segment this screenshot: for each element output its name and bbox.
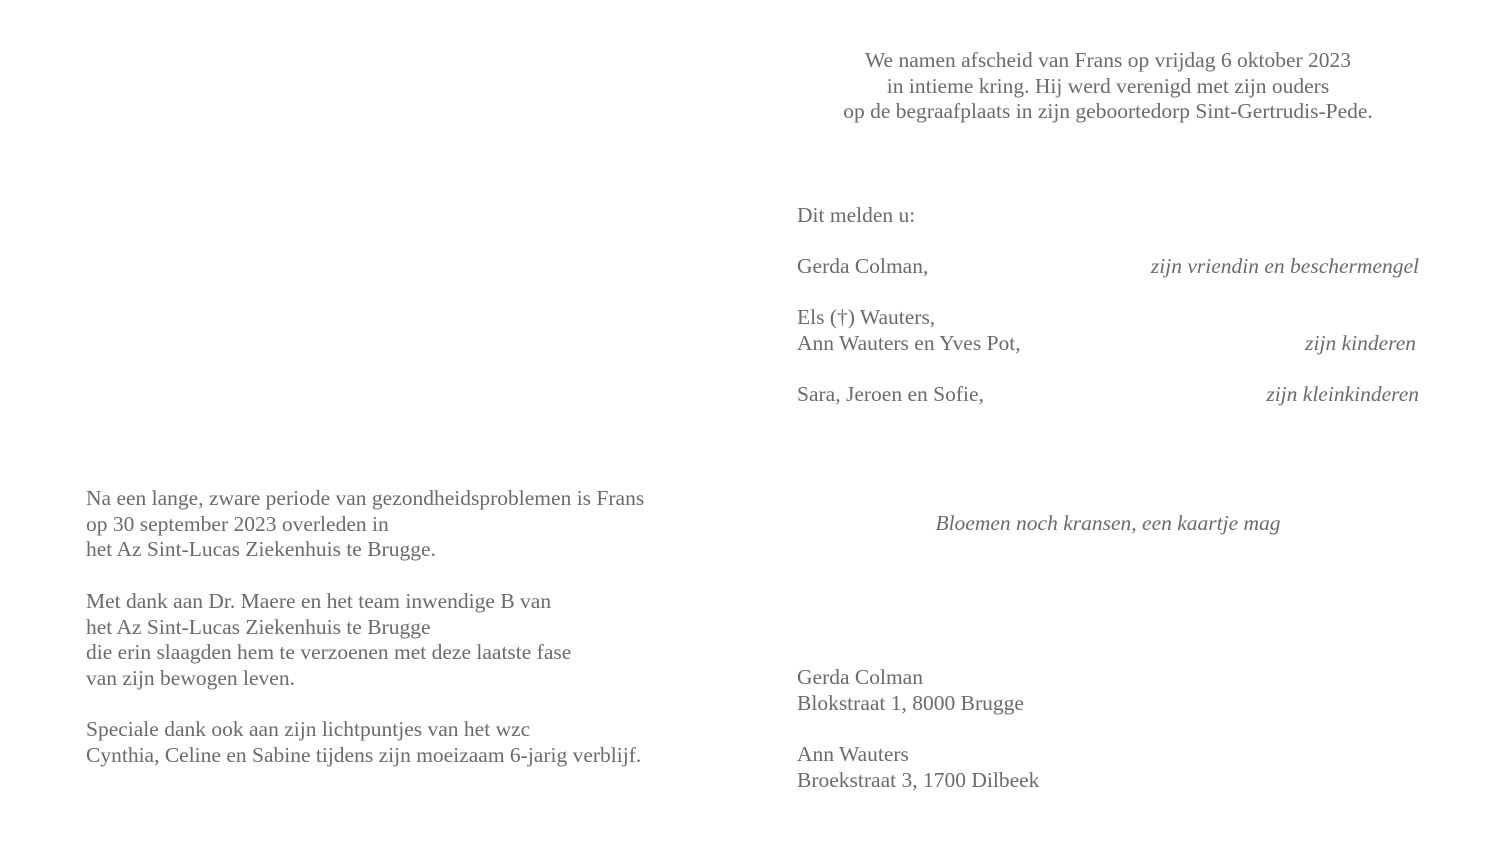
family-role: zijn kleinkinderen bbox=[1266, 382, 1419, 407]
address-block bbox=[797, 665, 1039, 716]
text-line: in intieme kring. Hij werd verenigd met zijn ouders bbox=[886, 73, 1330, 98]
family-name: Sara, Jeroen en Sofie, bbox=[797, 382, 984, 407]
address-name: Gerda Colman bbox=[797, 665, 923, 689]
family-list bbox=[797, 254, 1419, 408]
family-name: Gerda Colman, bbox=[797, 254, 929, 278]
family-row bbox=[797, 382, 1419, 408]
family-row bbox=[797, 331, 1419, 357]
address-street: Blokstraat 1, 8000 Brugge bbox=[797, 690, 1024, 715]
family-name: Ann Wauters en Yves Pot, bbox=[797, 331, 1021, 356]
thanks-paragraph bbox=[86, 589, 726, 692]
address-name: Ann Wauters bbox=[797, 742, 909, 767]
flowers-note: Bloemen noch kransen, een kaartje mag bbox=[935, 511, 1281, 535]
text-line: het Az Sint-Lucas Ziekenhuis te Brugge. bbox=[86, 537, 436, 562]
family-role: zijn vriendin en beschermengel bbox=[1150, 254, 1419, 278]
left-panel-text bbox=[86, 486, 726, 769]
text-line: We namen afscheid van Frans op vrijdag 6 oktober 2023 bbox=[864, 48, 1352, 72]
family-group-grandchildren bbox=[797, 382, 1419, 408]
text-line: Met dank aan Dr. Maere en het team inwendige B van bbox=[86, 588, 552, 613]
address-street: Broekstraat 3, 1700 Dilbeek bbox=[797, 767, 1040, 792]
address-list bbox=[797, 665, 1039, 794]
text-line: die erin slaagden hem te verzoenen met deze laatste fase bbox=[86, 640, 572, 665]
announcement-intro: Dit melden u: bbox=[797, 203, 916, 227]
special-thanks-paragraph bbox=[86, 717, 726, 768]
text-line: het Az Sint-Lucas Ziekenhuis te Brugge bbox=[86, 614, 431, 639]
text-line: op de begraafplaats in zijn geboortedorp Sint-Gertrudis-Pede. bbox=[843, 99, 1373, 124]
text-line: Cynthia, Celine en Sabine tijdens zijn moeizaam 6-jarig verblijf. bbox=[86, 743, 642, 767]
family-row bbox=[797, 305, 1419, 331]
family-role: zijn kinderen bbox=[1305, 331, 1416, 356]
family-row bbox=[797, 254, 1419, 280]
text-line: Speciale dank ook aan zijn lichtpuntjes van het wzc bbox=[86, 717, 531, 742]
family-name: Els (†) Wauters, bbox=[797, 305, 936, 330]
text-line: van zijn bewogen leven. bbox=[86, 665, 295, 690]
passing-paragraph bbox=[86, 486, 726, 563]
farewell-announcement bbox=[797, 48, 1419, 125]
family-group-children bbox=[797, 305, 1419, 356]
text-line: op 30 september 2023 overleden in bbox=[86, 511, 389, 536]
text-line: Na een lange, zware periode van gezondheidsproblemen is Frans bbox=[86, 486, 645, 510]
family-group-friend bbox=[797, 254, 1419, 280]
address-block bbox=[797, 742, 1039, 793]
